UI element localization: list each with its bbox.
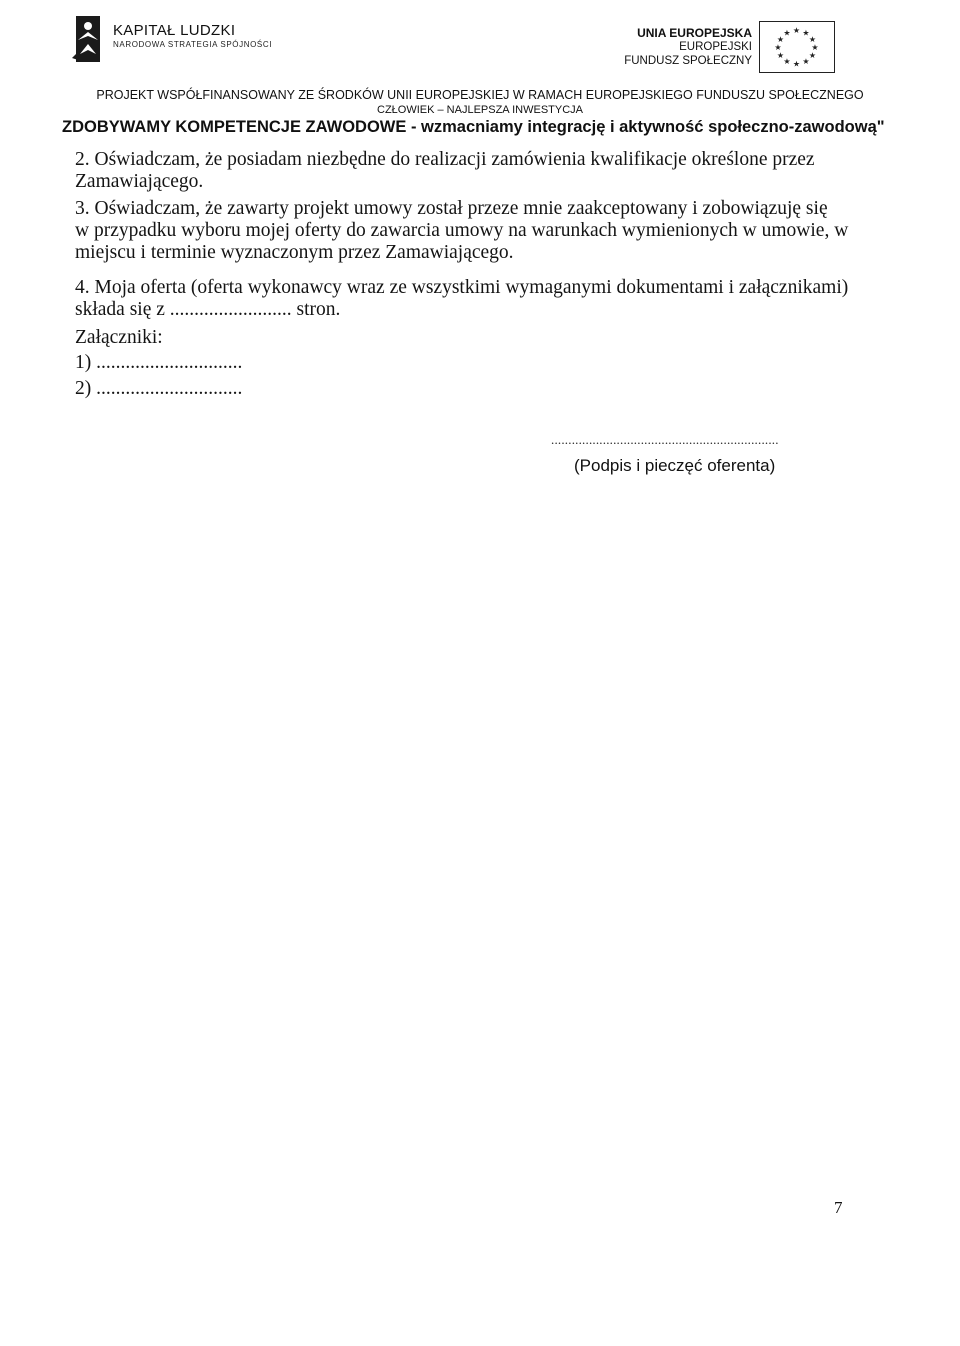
svg-text:★: ★ <box>792 59 801 69</box>
eu-flag-icon <box>759 21 835 73</box>
czlowiek-slogan-line: CZŁOWIEK – NAJLEPSZA INWESTYCJA <box>377 104 583 116</box>
statement-4-line-1: 4. Moja oferta (oferta wykonawcy wraz ze wszystkimi wymaganymi dokumentami i załącznikami) <box>75 277 849 298</box>
svg-text:★: ★ <box>776 35 785 44</box>
svg-text:★: ★ <box>808 51 817 60</box>
svg-text:★: ★ <box>802 28 810 38</box>
statement-4 <box>75 277 865 321</box>
statement-3 <box>75 198 865 264</box>
svg-text:★: ★ <box>783 28 791 38</box>
project-cofinancing-line: PROJEKT WSPÓŁFINANSOWANY ZE ŚRODKÓW UNII EUROPEJSKIEJ W RAMACH EUROPEJSKIEGO FUNDUSZU SPOŁECZNEGO <box>96 88 864 102</box>
kapital-ludzki-subtitle: NARODOWA STRATEGIA SPÓJNOŚCI <box>113 40 273 49</box>
signature-label: (Podpis i pieczęć oferenta) <box>574 456 776 475</box>
kapital-ludzki-logo-icon <box>70 14 106 64</box>
svg-text:★: ★ <box>811 43 819 52</box>
svg-text:★: ★ <box>802 57 810 66</box>
signature-line: .................................................................. <box>551 432 779 447</box>
eu-line-1: UNIA EUROPEJSKA <box>637 26 752 40</box>
svg-text:★: ★ <box>776 51 785 60</box>
page-number: 7 <box>834 1198 843 1217</box>
statement-2-line-2: Zamawiającego. <box>75 171 204 192</box>
eu-line-3: FUNDUSZ SPOŁECZNY <box>624 55 752 67</box>
attachment-2-field: 2) .............................. <box>75 378 243 399</box>
project-title-slogan: ZDOBYWAMY KOMPETENCJE ZAWODOWE - wzmacniamy integrację i aktywność społeczno-zawodową" <box>62 118 885 136</box>
statement-4-line-2: składa się z ......................... stron. <box>75 299 341 320</box>
svg-text:★: ★ <box>808 35 817 44</box>
statement-3-line-1: 3. Oświadczam, że zawarty projekt umowy został przeze mnie zaakceptowany i zobowiązuję się <box>75 198 828 219</box>
eu-logo-text <box>624 26 752 68</box>
kapital-ludzki-title: KAPITAŁ LUDZKI <box>113 22 236 39</box>
attachments-label: Załączniki: <box>75 327 163 348</box>
svg-text:★: ★ <box>774 43 782 52</box>
svg-text:★: ★ <box>792 26 801 35</box>
eu-line-2: EUROPEJSKI <box>679 41 752 53</box>
statement-3-line-3: miejscu i terminie wyznaczonym przez Zamawiającego. <box>75 242 514 263</box>
svg-text:★: ★ <box>783 57 791 66</box>
attachment-1-field: 1) .............................. <box>75 352 243 373</box>
statement-3-line-2: w przypadku wyboru mojej oferty do zawarcia umowy na warunkach wymienionych w umowie, w <box>75 220 849 241</box>
statement-2 <box>75 149 865 193</box>
statement-2-line-1: 2. Oświadczam, że posiadam niezbędne do realizacji zamówienia kwalifikacje określone przez <box>75 149 815 170</box>
